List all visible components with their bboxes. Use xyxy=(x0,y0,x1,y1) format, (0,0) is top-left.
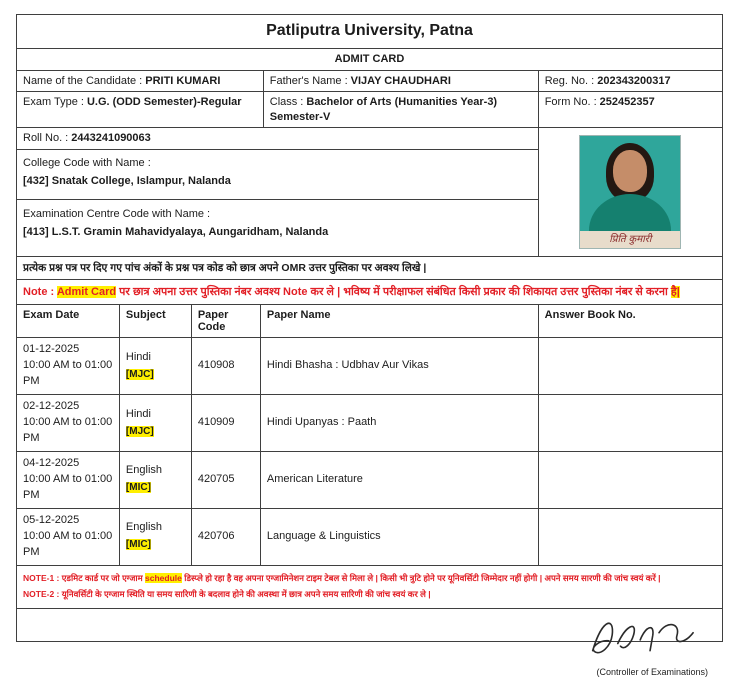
exam-date: 05-12-2025 xyxy=(23,513,80,526)
exam-subject-cell xyxy=(120,338,192,395)
subject-type xyxy=(126,367,185,383)
reg-no-value: 202343200317 xyxy=(597,75,671,87)
subject-type-badge: [MIC] xyxy=(125,539,151,551)
answer-book-cell xyxy=(539,452,722,509)
paper-code-cell: 410909 xyxy=(192,395,261,452)
form-no-cell xyxy=(539,92,722,128)
note-text: NOTE-2 : यूनिवर्सिटी के एग्जाम स्थिति या समय सारिणी के बदलाव होने की अवस्था में छात्र अपने समय सारिणी की जांच स्वयं कर ले | xyxy=(23,589,431,600)
omr-instruction: प्रत्येक प्रश्न पत्र पर दिए गए पांच अंकों के प्रश्न पत्र कोड को छात्र अपने OMR उत्तर पुस्तिका पर अवश्य लिखे | xyxy=(17,257,722,280)
subject-type xyxy=(126,424,185,440)
reg-no-cell xyxy=(539,71,722,92)
exam-table-header xyxy=(17,305,722,338)
exam-time: 10:00 AM to 01:00 PM xyxy=(23,416,113,445)
exam-subject-cell xyxy=(120,509,192,566)
highlighted-text: schedule xyxy=(145,572,182,583)
roll-no-label: Roll No. : xyxy=(23,131,69,144)
exam-subject-cell xyxy=(120,395,192,452)
footer-notes xyxy=(17,566,722,609)
note-text: डिस्प्ले हो रहा है वह अपना एग्जामिनेशन टाइम टेबल से मिला ले | किसी भी त्रुटि होने पर यूनिवर्सिटी जिम्मेदार नहीं होगी | अपने समय सारणी की जांच स्वयं करें | xyxy=(181,572,661,583)
class-label: Class : xyxy=(269,96,304,109)
exam-row xyxy=(17,509,722,566)
col-header-paper-name: Paper Name xyxy=(261,305,539,338)
candidate-info-photo-block xyxy=(17,128,722,257)
exam-centre-value: [413] L.S.T. Gramin Mahavidyalaya, Aungaridham, Nalanda xyxy=(23,226,329,239)
roll-no-cell xyxy=(17,128,538,150)
exam-date: 02-12-2025 xyxy=(23,400,80,413)
controller-signature-scribble xyxy=(582,613,702,665)
exam-type-value: U.G. (ODD Semester)-Regular xyxy=(86,96,242,109)
form-no-label: Form No. : xyxy=(544,96,597,109)
paper-name-cell: Hindi Upanyas : Paath xyxy=(261,395,539,452)
subject-name: English xyxy=(125,521,162,534)
answer-book-cell xyxy=(539,395,722,452)
exam-centre-cell xyxy=(17,200,538,256)
subject-type xyxy=(126,537,185,553)
candidate-name-label: Name of the Candidate : xyxy=(23,75,143,87)
exam-time: 10:00 AM to 01:00 PM xyxy=(23,529,113,558)
note-text: पर छात्र अपना उत्तर पुस्तिका नंबर अवश्य Note कर ले | भविष्य में परीक्षाफल संबंधित किसी प्रकार की शिकायत उत्तर पुस्तिका नंबर से करना xyxy=(116,285,671,298)
col-header-paper-code: Paper Code xyxy=(192,305,261,338)
exam-row xyxy=(17,395,722,452)
candidate-name-value: PRITI KUMARI xyxy=(145,75,221,87)
exam-date-cell xyxy=(17,338,120,395)
exam-type-label: Exam Type : xyxy=(23,96,84,109)
paper-name-cell: American Literature xyxy=(261,452,539,509)
info-left-column xyxy=(17,128,539,256)
note-text: NOTE-1 : एडमिट कार्ड पर जो एग्जाम xyxy=(23,572,146,583)
exam-time: 10:00 AM to 01:00 PM xyxy=(23,472,113,501)
answer-book-cell xyxy=(539,338,722,395)
subject-name: Hindi xyxy=(125,407,151,420)
form-no-value: 252452357 xyxy=(599,96,655,109)
exam-date-cell xyxy=(17,452,120,509)
note-text: Note : xyxy=(23,285,57,298)
exam-row xyxy=(17,452,722,509)
exam-time: 10:00 AM to 01:00 PM xyxy=(23,359,113,388)
exam-date-cell xyxy=(17,509,120,566)
paper-name-cell: Hindi Bhasha : Udbhav Aur Vikas xyxy=(261,338,539,395)
card-title: ADMIT CARD xyxy=(17,49,722,71)
candidate-info-row-1 xyxy=(17,71,722,92)
footer-note-1 xyxy=(23,570,716,587)
paper-code-cell: 410908 xyxy=(192,338,261,395)
exam-row xyxy=(17,338,722,395)
subject-type xyxy=(126,480,185,496)
subject-name: Hindi xyxy=(125,350,151,363)
answer-book-cell xyxy=(539,509,722,566)
class-cell xyxy=(264,92,539,128)
photo-face-shape xyxy=(613,150,647,192)
admit-card xyxy=(16,14,723,677)
page-title: Patliputra University, Patna xyxy=(17,15,722,49)
col-header-subject: Subject xyxy=(120,305,192,338)
answer-book-note xyxy=(17,280,722,306)
exam-centre-label: Examination Centre Code with Name : xyxy=(23,207,211,220)
subject-type-badge: [MIC] xyxy=(125,482,151,494)
college-value: [432] Snatak College, Islampur, Nalanda xyxy=(23,175,231,188)
exam-subject-cell xyxy=(120,452,192,509)
highlighted-text: Admit Card xyxy=(56,285,117,298)
candidate-photo xyxy=(580,136,680,248)
exam-type-cell xyxy=(17,92,264,128)
candidate-name-cell xyxy=(17,71,264,92)
controller-label: (Controller of Examinations) xyxy=(596,666,708,677)
father-name-label: Father's Name : xyxy=(269,75,348,87)
photo-cell xyxy=(539,128,722,256)
father-name-cell xyxy=(264,71,539,92)
col-header-answer-book: Answer Book No. xyxy=(539,305,722,338)
paper-code-cell: 420706 xyxy=(192,509,261,566)
college-label: College Code with Name : xyxy=(23,156,151,169)
subject-name: English xyxy=(125,464,162,477)
footer-note-2 xyxy=(23,586,716,603)
exam-date: 01-12-2025 xyxy=(23,343,80,356)
paper-name-cell: Language & Linguistics xyxy=(261,509,539,566)
candidate-info-row-2 xyxy=(17,92,722,128)
signature-area xyxy=(17,609,722,687)
father-name-value: VIJAY CHAUDHARI xyxy=(350,75,451,87)
highlighted-text: है| xyxy=(670,285,680,298)
photo-body-shape xyxy=(589,194,671,236)
roll-no-value: 2443241090063 xyxy=(71,131,151,144)
class-value: Bachelor of Arts (Humanities Year-3) Semester-V xyxy=(269,96,498,123)
paper-code-cell: 420705 xyxy=(192,452,261,509)
reg-no-label: Reg. No. : xyxy=(544,75,595,87)
subject-type-badge: [MJC] xyxy=(125,368,154,380)
subject-type-badge: [MJC] xyxy=(125,425,154,437)
college-cell xyxy=(17,150,538,200)
exam-table-body xyxy=(17,338,722,565)
col-header-exam-date: Exam Date xyxy=(17,305,120,338)
exam-date: 04-12-2025 xyxy=(23,457,80,470)
photo-signature-caption: प्रिति कुमारी xyxy=(580,231,680,248)
exam-date-cell xyxy=(17,395,120,452)
